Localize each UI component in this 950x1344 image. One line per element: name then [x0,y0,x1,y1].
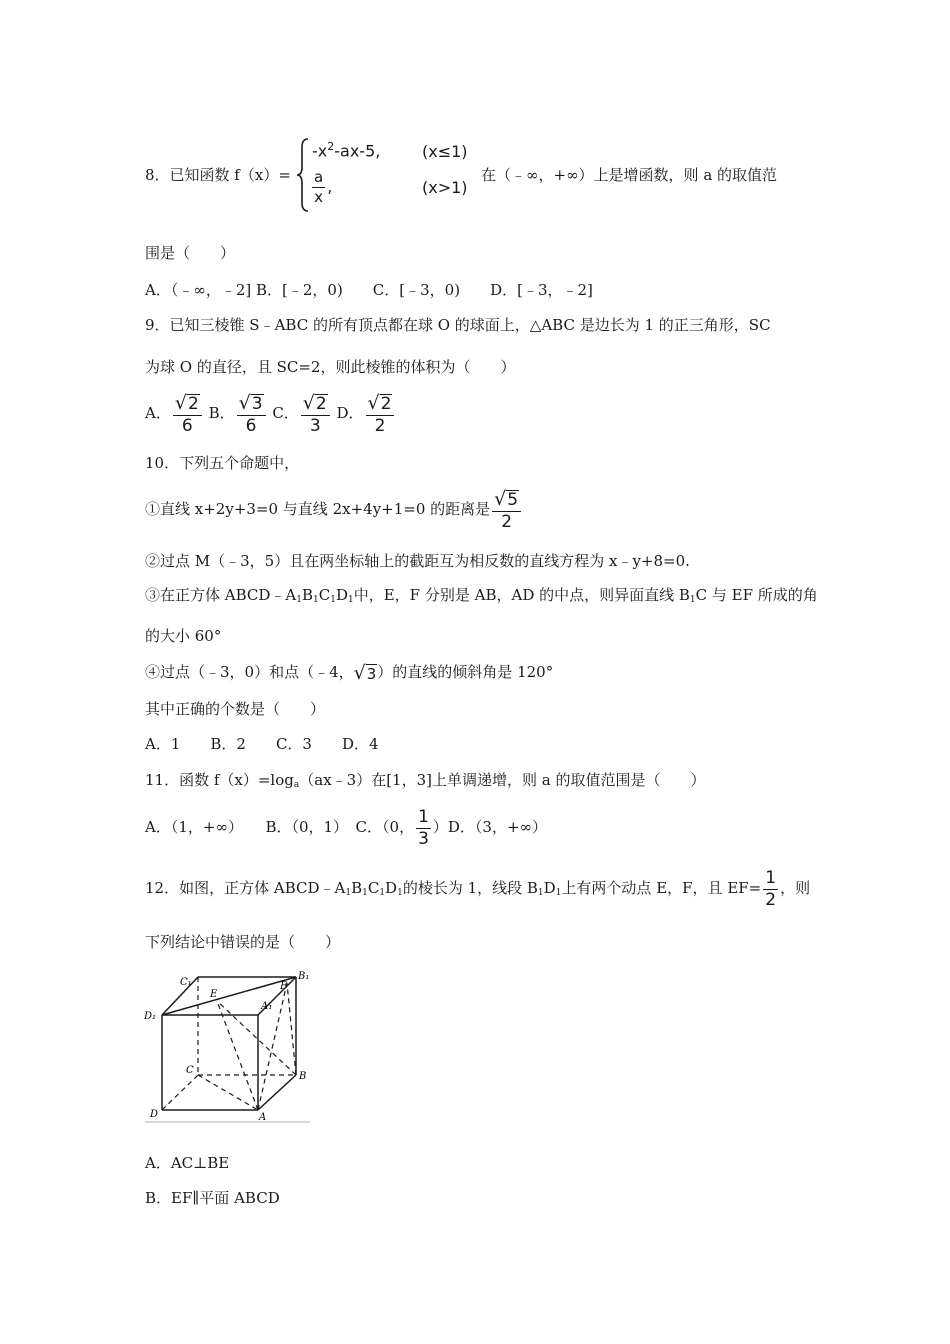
q8-piecewise-brace [296,137,310,213]
label-c: C [186,1065,194,1076]
q8-prefix: 8．已知函数 f（x）= [145,166,291,184]
q8-case1-condition: (x≤1) [422,142,468,161]
q10-statement-4: ④过点（﹣3，0）和点（﹣4， √ 3 ）的直线的倾斜角是 120° [145,662,554,684]
q10-statement-1: ①直线 x+2y+3=0 与直线 2x+4y+1=0 的距离是 √ 5 2 [145,487,523,531]
q12-option-b: B．EF∥平面 ABCD [145,1189,280,1207]
label-d: D [150,1109,159,1120]
q10-title: 10．下列五个命题中， [145,454,300,472]
label-a1: A₁ [261,1001,273,1012]
q10-statement-3: ③在正方体 $ABCD﹣A_1B_1C_1D_1$中，E，F 分别是 AB，AD 的中点，则异面直线 $B_1C$ 与 EF 所成的角 [145,586,818,605]
label-f: F [280,981,287,992]
q9-option-a-label: A． [145,404,171,422]
q9-option-c-value: √ 2 3 [301,394,330,435]
q9-options [145,391,396,435]
q12-stem: 12．如图，正方体 $ABCD﹣A_1B_1C_1D_1$的棱长为 1，线段 $B_1D_1$上有两个动点 E，F，且 EF= $\frac{1}{2}$ ，则 [145,867,811,910]
q10-options: A．1 B．2 C．3 D．4 [145,735,379,753]
q9-option-d-value: √ 2 2 [366,394,395,435]
q12-line2: 下列结论中错误的是（ ） [145,933,341,951]
q8-case2-condition: (x>1) [422,178,468,197]
q8-case2: $\frac{a}{x}$ , [314,168,333,206]
q10-statement-3-line2: 的大小 60° [145,627,222,645]
q8-line2: 围是（ ） [145,244,236,262]
q9-option-b-label: B． [208,404,235,422]
q9-option-b-value: √ 3 6 [237,394,266,435]
q9-option-a-value: √ 2 6 [173,394,202,435]
label-a: A [259,1112,267,1123]
cube-figure [140,965,315,1125]
label-b: B [299,1071,307,1082]
q8-options: A．（﹣∞，﹣2] B．[﹣2，0) C．[﹣3，0) D．[﹣3，﹣2] [145,281,593,299]
q9-line2: 为球 O 的直径，且 SC=2，则此棱锥的体积为（ ） [145,358,516,376]
q10-ask: 其中正确的个数是（ ） [145,700,326,718]
q9-option-d-label: D． [336,404,364,422]
q10-statement-2: ②过点 M（﹣3，5）且在两坐标轴上的截距互为相反数的直线方程为 x﹣y+8=0. [145,552,690,570]
q9-line1: 9．已知三棱锥 S﹣ABC 的所有顶点都在球 O 的球面上，△ABC 是边长为 1 的正三角形，SC [145,316,771,334]
label-b1: B₁ [298,971,310,982]
q8-suffix: 在（﹣∞，+∞）上是增函数，则 a 的取值范 [481,166,778,184]
label-e: E [210,989,218,1000]
label-c1: C₁ [180,977,192,988]
q11-options: A．（1，+∞） B．（0，1） C．（0， $\frac{1}{3}$ ）D．（3，+∞） [145,806,548,849]
q8-case1: $-x^2-ax-5$, [312,140,381,161]
label-d1: D₁ [144,1011,157,1022]
q11-stem: 11．函数 $f(x)=\log_a(ax﹣3)$在[1，3]上单调递增，则 a 的取值范围是（ ） [145,771,706,790]
q12-option-a: A．AC⊥BE [145,1154,230,1172]
q9-option-c-label: C． [272,404,299,422]
